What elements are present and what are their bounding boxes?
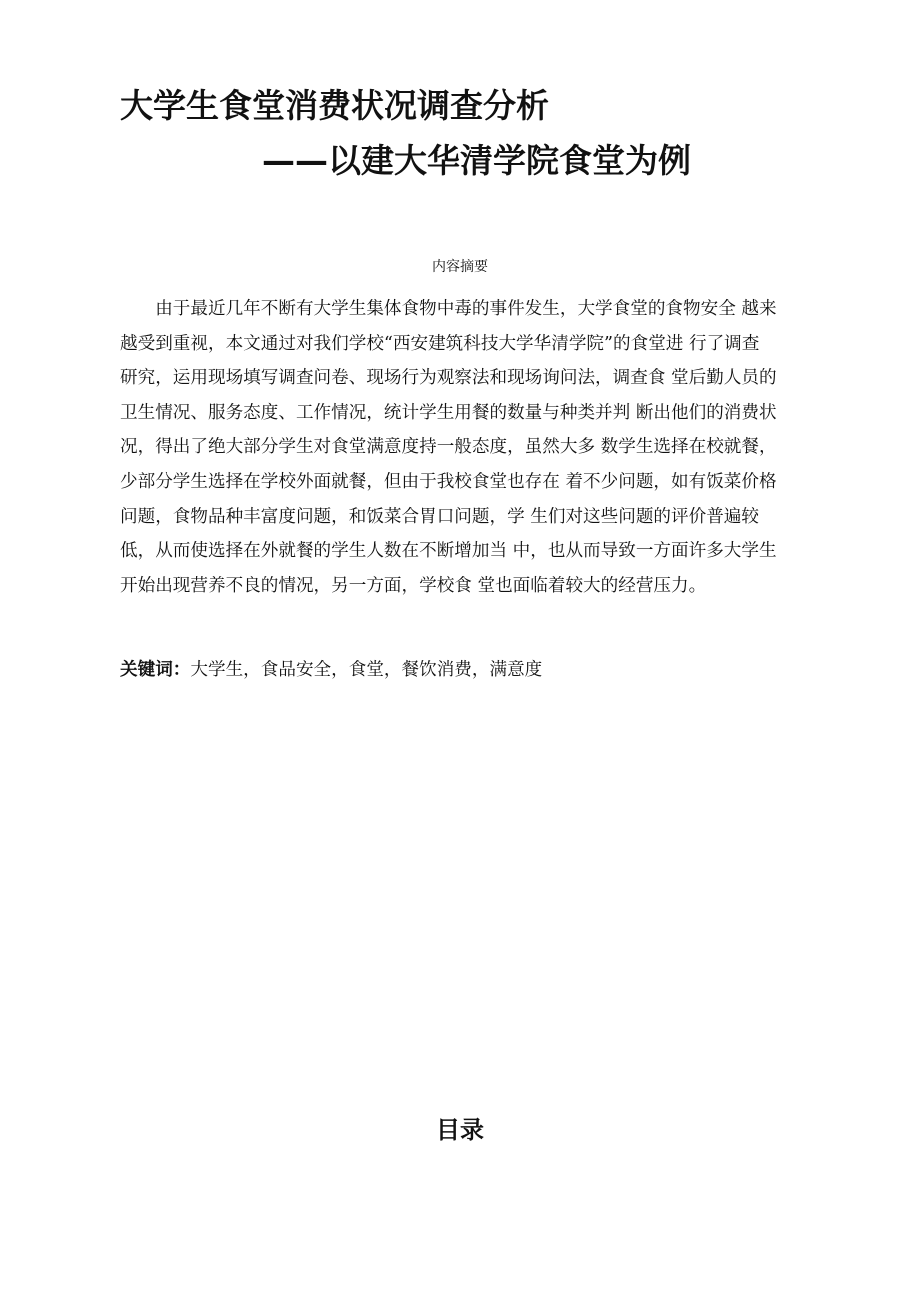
abstract-line: 越受到重视，本文通过对我们学校“西安建筑科技大学华清学院”的食堂进 行了调查 xyxy=(120,333,760,354)
abstract-line: 由于最近几年不断有大学生集体食物中毒的事件发生，大学食堂的食物安全 越来 xyxy=(120,299,777,319)
keywords-text: 大学生，食品安全，食堂，餐饮消费，满意度 xyxy=(190,660,543,680)
keywords-row xyxy=(120,655,542,685)
abstract-line: 开始出现营养不良的情况，另一方面，学校食 堂也面临着较大的经营压力。 xyxy=(120,575,707,596)
abstract-line: 况，得出了绝大部分学生对食堂满意度持一般态度，虽然大多 数学生选择在校就餐， xyxy=(120,437,777,458)
toc-title: 目录 xyxy=(436,1116,484,1144)
abstract-line: 低，从而使选择在外就餐的学生人数在不断增加当 中，也从而导致一方面许多大学生 xyxy=(120,541,777,562)
abstract-heading: 内容摘要 xyxy=(432,259,488,275)
abstract-line: 问题，食物品种丰富度问题，和饭菜合胃口问题，学 生们对这些问题的评价普遍较 xyxy=(120,506,759,527)
document-title: 大学生食堂消费状况调查分析 xyxy=(120,86,549,125)
keywords-label: 关键词： xyxy=(120,660,191,680)
abstract-line: 研究，运用现场填写调查问卷、现场行为观察法和现场询问法，调查食 堂后勤人员的 xyxy=(120,368,777,389)
document-subtitle: ——以建大华清学院食堂为例 xyxy=(262,141,691,180)
abstract-line: 卫生情况、服务态度、工作情况，统计学生用餐的数量与种类并判 断出他们的消费状 xyxy=(120,402,777,423)
abstract-body xyxy=(120,292,820,603)
abstract-line: 少部分学生选择在学校外面就餐，但由于我校食堂也存在 着不少问题，如有饭菜价格 xyxy=(120,471,777,492)
